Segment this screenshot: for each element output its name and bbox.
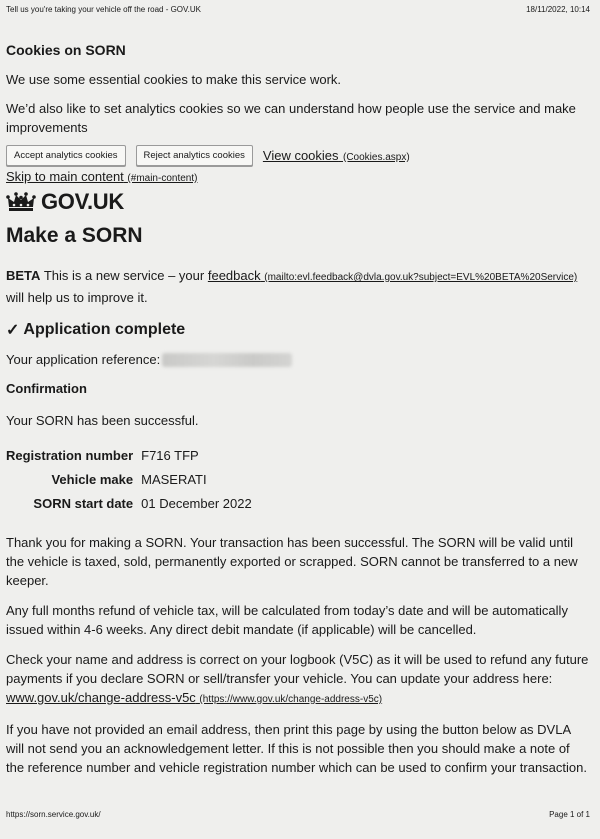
feedback-link-url: (mailto:evl.feedback@dvla.gov.uk?subject=EVL%20BETA%20Service) — [264, 272, 578, 283]
print-page-title: Tell us you're taking your vehicle off the road - GOV.UK — [6, 5, 201, 14]
summary-row — [6, 445, 252, 469]
feedback-link-label: feedback — [207, 268, 261, 283]
feedback-link[interactable] — [208, 268, 577, 283]
change-address-link[interactable] — [6, 690, 382, 705]
cookie-banner — [6, 42, 590, 166]
application-reference — [6, 352, 590, 367]
cookie-banner-text: We use some essential cookies to make this service work. — [6, 72, 342, 87]
summary-list — [6, 445, 252, 517]
print-header — [6, 5, 590, 14]
beta-text: This is a new service – your — [43, 268, 205, 283]
logo-text: GOV.UK — [41, 189, 124, 214]
summary-row — [6, 493, 252, 517]
summary-key: SORN start date — [33, 496, 134, 511]
summary-key: Registration number — [6, 448, 134, 463]
print-page-number: Page 1 of 1 — [549, 810, 590, 819]
summary-key: Vehicle make — [51, 472, 134, 487]
accept-analytics-cookies-button[interactable]: Accept analytics cookies — [6, 145, 126, 166]
skip-link-url: (#main-content) — [127, 173, 198, 184]
change-address-label: www.gov.uk/change-address-v5c — [6, 690, 196, 705]
redacted-reference — [162, 353, 292, 367]
print-datetime: 18/11/2022, 10:14 — [526, 5, 590, 14]
view-cookies-label: View cookies — [262, 147, 339, 163]
address-check-body: Check your name and address is correct on your logbook (V5C) as it will be used to refund any future payments if you declare SORN or sell/transfer your vehicle. You can update your address here: — [6, 652, 589, 686]
cookie-actions — [6, 145, 590, 166]
application-complete-title: Application complete — [23, 321, 186, 338]
reject-analytics-cookies-button[interactable]: Reject analytics cookies — [136, 145, 253, 166]
application-complete-heading — [6, 320, 590, 340]
summary-value: MASERATI — [141, 472, 207, 487]
confirmation-heading: Confirmation — [6, 381, 87, 396]
view-cookies-url: (Cookies.aspx) — [342, 151, 410, 163]
page-content — [6, 32, 590, 788]
address-check-text — [6, 650, 590, 709]
beta-banner — [6, 266, 590, 308]
beta-text-after: will help us to improve it. — [6, 290, 148, 305]
sorn-validity-text: Thank you for making a SORN. Your transaction has been successful. The SORN will be valid until the vehicle is taxed, sold, permanently exported or scrapped. SORN cannot be transferred to a new keeper. — [6, 535, 578, 588]
reference-label: Your application reference: — [6, 352, 161, 367]
govuk-logo[interactable] — [6, 189, 590, 215]
confirmation-text: Your SORN has been successful. — [6, 413, 199, 428]
view-cookies-link[interactable] — [263, 147, 410, 165]
print-advice-text: If you have not provided an email address, then print this page by using the button below as DVLA will not send you an acknowledgement letter. If this is not possible then you should make a note of the reference number and vehicle registration number which can be used to confirm your transaction. — [6, 722, 587, 775]
skip-to-main-content-link[interactable] — [6, 169, 590, 184]
summary-row — [6, 469, 252, 493]
refund-text: Any full months refund of vehicle tax, will be calculated from today’s date and will be automatically issued within 4-6 weeks. Any direct debit mandate (if applicable) will be cancelled. — [6, 603, 568, 637]
print-url: https://sorn.service.gov.uk/ — [6, 810, 101, 819]
summary-value: 01 December 2022 — [141, 496, 252, 511]
skip-link-label: Skip to main content — [6, 169, 124, 184]
check-icon: ✓ — [6, 322, 20, 339]
crown-icon — [6, 191, 36, 213]
summary-value: F716 TFP — [141, 448, 199, 463]
cookie-banner-title: Cookies on SORN — [6, 42, 126, 58]
beta-tag: BETA — [6, 268, 41, 283]
print-footer — [6, 810, 590, 819]
cookie-banner-analytics-text: We’d also like to set analytics cookies so we can understand how people use the service and make improvements — [6, 101, 576, 135]
change-address-url: (https://www.gov.uk/change-address-v5c) — [199, 694, 383, 705]
service-name: Make a SORN — [6, 224, 143, 247]
